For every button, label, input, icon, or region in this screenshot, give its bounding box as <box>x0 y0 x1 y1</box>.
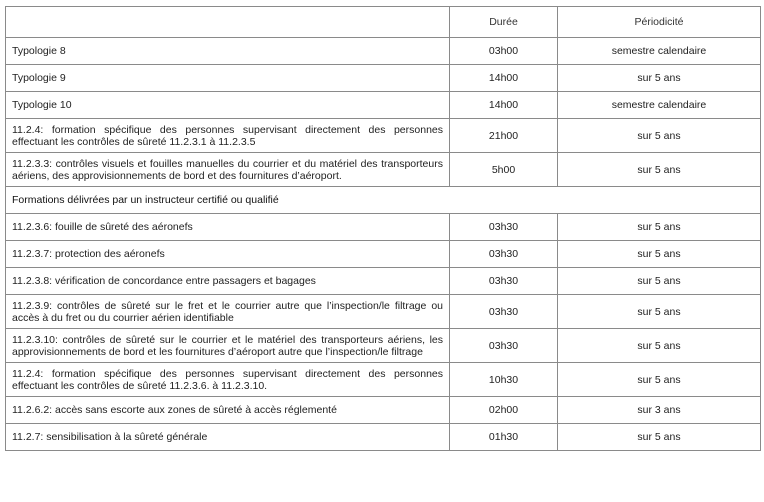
row-label: Typologie 9 <box>6 65 450 92</box>
row-label: 11.2.3.9: contrôles de sûreté sur le fret et le courrier autre que l’inspection/le filtrage ou accès à du fret ou du courrier aérien identifiable <box>6 295 450 329</box>
row-periodicite: semestre calendaire <box>558 92 761 119</box>
row-duree: 03h00 <box>450 38 558 65</box>
row-periodicite: sur 3 ans <box>558 397 761 424</box>
table-row <box>6 397 761 424</box>
row-label: 11.2.6.2: accès sans escorte aux zones de sûreté à accès réglementé <box>6 397 450 424</box>
table-row <box>6 38 761 65</box>
table-row <box>6 214 761 241</box>
table-row <box>6 241 761 268</box>
row-duree: 03h30 <box>450 268 558 295</box>
row-periodicite: semestre calendaire <box>558 38 761 65</box>
header-duree: Durée <box>450 7 558 38</box>
table-row <box>6 329 761 363</box>
table-row <box>6 363 761 397</box>
header-label <box>6 7 450 38</box>
row-duree: 10h30 <box>450 363 558 397</box>
header-row <box>6 7 761 38</box>
header-periodicite: Périodicité <box>558 7 761 38</box>
table-row <box>6 153 761 187</box>
row-periodicite: sur 5 ans <box>558 424 761 451</box>
table-row <box>6 119 761 153</box>
row-label: 11.2.4: formation spécifique des personnes supervisant directement des personnes effectuant les contrôles de sûreté 11.2.3.1 à 11.2.3.5 <box>6 119 450 153</box>
row-duree: 01h30 <box>450 424 558 451</box>
row-periodicite: sur 5 ans <box>558 65 761 92</box>
row-duree: 21h00 <box>450 119 558 153</box>
row-periodicite: sur 5 ans <box>558 119 761 153</box>
row-duree: 02h00 <box>450 397 558 424</box>
row-duree: 03h30 <box>450 241 558 268</box>
table-row <box>6 92 761 119</box>
row-label: 11.2.4: formation spécifique des personnes supervisant directement des personnes effectuant les contrôles de sûreté 11.2.3.6. à 11.2.3.10. <box>6 363 450 397</box>
table-row <box>6 268 761 295</box>
row-label: 11.2.7: sensibilisation à la sûreté générale <box>6 424 450 451</box>
table-row <box>6 295 761 329</box>
row-periodicite: sur 5 ans <box>558 295 761 329</box>
row-duree: 14h00 <box>450 65 558 92</box>
row-periodicite: sur 5 ans <box>558 268 761 295</box>
table-row <box>6 424 761 451</box>
table-row <box>6 65 761 92</box>
row-duree: 03h30 <box>450 295 558 329</box>
row-label: 11.2.3.3: contrôles visuels et fouilles manuelles du courrier et du matériel des transporteurs aériens, des approvisionnements de bord et des fournitures d’aéroport. <box>6 153 450 187</box>
row-duree: 14h00 <box>450 92 558 119</box>
row-periodicite: sur 5 ans <box>558 241 761 268</box>
section-header-row <box>6 187 761 214</box>
row-label: 11.2.3.6: fouille de sûreté des aéronefs <box>6 214 450 241</box>
row-label: Typologie 10 <box>6 92 450 119</box>
row-duree: 03h30 <box>450 214 558 241</box>
row-label: 11.2.3.7: protection des aéronefs <box>6 241 450 268</box>
row-duree: 5h00 <box>450 153 558 187</box>
row-label: 11.2.3.10: contrôles de sûreté sur le courrier et le matériel des transporteurs aériens, les approvisionnements de bord et les fournitures d’aéroport autre que l’inspection/le filtrage <box>6 329 450 363</box>
section-title: Formations délivrées par un instructeur certifié ou qualifié <box>6 187 761 214</box>
row-periodicite: sur 5 ans <box>558 214 761 241</box>
row-label: 11.2.3.8: vérification de concordance entre passagers et bagages <box>6 268 450 295</box>
row-duree: 03h30 <box>450 329 558 363</box>
training-table <box>5 6 761 451</box>
row-periodicite: sur 5 ans <box>558 363 761 397</box>
row-periodicite: sur 5 ans <box>558 153 761 187</box>
row-periodicite: sur 5 ans <box>558 329 761 363</box>
row-label: Typologie 8 <box>6 38 450 65</box>
